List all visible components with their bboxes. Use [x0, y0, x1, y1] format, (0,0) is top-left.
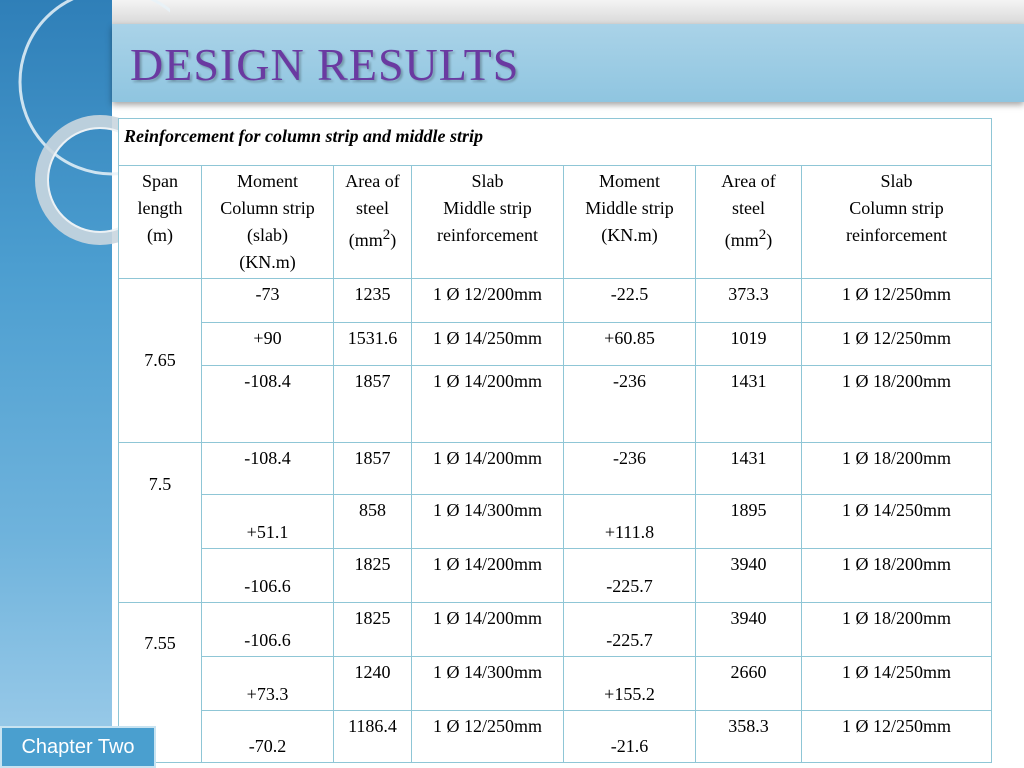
chapter-label: Chapter Two — [0, 726, 156, 768]
span-length-cell: 7.5 — [119, 443, 202, 603]
reinforcement-table — [118, 118, 992, 763]
moment-column-cell: -106.6 — [202, 603, 334, 657]
slab-middle-cell: 1 Ø 14/200mm — [412, 366, 564, 443]
moment-middle-cell: -236 — [564, 366, 696, 443]
header-text: Moment — [599, 171, 660, 191]
header-text: Area of — [721, 171, 776, 191]
table-row — [119, 549, 992, 603]
area-steel-cell: 1895 — [696, 495, 802, 549]
moment-middle-cell: +111.8 — [564, 495, 696, 549]
results-table-container — [118, 118, 991, 763]
header-superscript: 2 — [758, 227, 767, 243]
header-text: (m) — [147, 225, 173, 245]
header-area-of-steel-2 — [696, 166, 802, 279]
table-row — [119, 657, 992, 711]
header-text: (mm — [348, 230, 383, 250]
area-steel-cell: 1240 — [334, 657, 412, 711]
slab-column-cell: 1 Ø 18/200mm — [802, 549, 992, 603]
area-steel-cell: 1857 — [334, 443, 412, 495]
area-steel-cell: 373.3 — [696, 279, 802, 323]
top-gradient-band — [0, 0, 1024, 24]
slab-column-cell: 1 Ø 18/200mm — [802, 443, 992, 495]
slab-column-cell: 1 Ø 18/200mm — [802, 366, 992, 443]
slab-column-cell: 1 Ø 12/250mm — [802, 279, 992, 323]
area-steel-cell: 1235 — [334, 279, 412, 323]
table-row — [119, 366, 992, 443]
header-text: reinforcement — [846, 225, 947, 245]
area-steel-cell: 1825 — [334, 549, 412, 603]
left-gradient-panel — [0, 0, 112, 768]
slab-middle-cell: 1 Ø 14/200mm — [412, 603, 564, 657]
slab-middle-cell: 1 Ø 14/300mm — [412, 495, 564, 549]
slab-middle-cell: 1 Ø 14/300mm — [412, 657, 564, 711]
slab-middle-cell: 1 Ø 14/250mm — [412, 323, 564, 366]
area-steel-cell: 358.3 — [696, 711, 802, 763]
span-length-cell: 7.55 — [119, 603, 202, 763]
moment-middle-cell: +60.85 — [564, 323, 696, 366]
area-steel-cell: 1431 — [696, 443, 802, 495]
moment-middle-cell: -225.7 — [564, 549, 696, 603]
header-text: (KN.m) — [239, 252, 296, 272]
header-text: steel — [732, 198, 765, 218]
moment-column-cell: -70.2 — [202, 711, 334, 763]
table-row — [119, 323, 992, 366]
slab-column-cell: 1 Ø 14/250mm — [802, 495, 992, 549]
area-steel-cell: 3940 — [696, 603, 802, 657]
table-header-row — [119, 166, 992, 279]
slab-column-cell: 1 Ø 12/250mm — [802, 323, 992, 366]
table-row — [119, 443, 992, 495]
area-steel-cell: 1531.6 — [334, 323, 412, 366]
area-steel-cell: 1186.4 — [334, 711, 412, 763]
header-text: Slab — [471, 171, 504, 191]
moment-middle-cell: -225.7 — [564, 603, 696, 657]
area-steel-cell: 1825 — [334, 603, 412, 657]
header-text: Span — [142, 171, 178, 191]
area-steel-cell: 3940 — [696, 549, 802, 603]
table-row — [119, 279, 992, 323]
header-text: reinforcement — [437, 225, 538, 245]
slab-middle-cell: 1 Ø 12/250mm — [412, 711, 564, 763]
area-steel-cell: 1019 — [696, 323, 802, 366]
header-text: steel — [356, 198, 389, 218]
header-span-length — [119, 166, 202, 279]
slab-column-cell: 1 Ø 14/250mm — [802, 657, 992, 711]
header-text: ) — [766, 230, 773, 250]
slab-middle-cell: 1 Ø 12/200mm — [412, 279, 564, 323]
moment-column-cell: -108.4 — [202, 443, 334, 495]
span-length-cell: 7.65 — [119, 279, 202, 443]
moment-column-cell: +73.3 — [202, 657, 334, 711]
header-moment-middle-strip — [564, 166, 696, 279]
header-text: Middle strip — [585, 198, 674, 218]
slab-column-cell: 1 Ø 18/200mm — [802, 603, 992, 657]
header-text: (KN.m) — [601, 225, 658, 245]
header-text: (mm — [724, 230, 759, 250]
header-text: Slab — [880, 171, 913, 191]
header-moment-column-strip — [202, 166, 334, 279]
area-steel-cell: 858 — [334, 495, 412, 549]
area-steel-cell: 2660 — [696, 657, 802, 711]
area-steel-cell: 1857 — [334, 366, 412, 443]
table-row — [119, 603, 992, 657]
page-title: DESIGN RESULTS — [130, 39, 520, 90]
moment-column-cell: -73 — [202, 279, 334, 323]
moment-column-cell: -106.6 — [202, 549, 334, 603]
moment-middle-cell: +155.2 — [564, 657, 696, 711]
header-slab-middle-strip — [412, 166, 564, 279]
moment-column-cell: -108.4 — [202, 366, 334, 443]
header-slab-column-strip — [802, 166, 992, 279]
area-steel-cell: 1431 — [696, 366, 802, 443]
table-caption: Reinforcement for column strip and middle strip — [119, 119, 992, 166]
header-text: Area of — [345, 171, 400, 191]
slab-middle-cell: 1 Ø 14/200mm — [412, 443, 564, 495]
header-text: Column strip — [849, 198, 944, 218]
header-text: (slab) — [247, 225, 288, 245]
moment-column-cell: +51.1 — [202, 495, 334, 549]
moment-middle-cell: -236 — [564, 443, 696, 495]
moment-column-cell: +90 — [202, 323, 334, 366]
slab-middle-cell: 1 Ø 14/200mm — [412, 549, 564, 603]
header-superscript: 2 — [382, 227, 391, 243]
slab-column-cell: 1 Ø 12/250mm — [802, 711, 992, 763]
table-row — [119, 495, 992, 549]
header-text: length — [137, 198, 183, 218]
header-text: ) — [390, 230, 397, 250]
moment-middle-cell: -21.6 — [564, 711, 696, 763]
header-text: Column strip — [220, 198, 315, 218]
table-row — [119, 711, 992, 763]
moment-middle-cell: -22.5 — [564, 279, 696, 323]
header-area-of-steel-1 — [334, 166, 412, 279]
header-text: Middle strip — [443, 198, 532, 218]
header-text: Moment — [237, 171, 298, 191]
